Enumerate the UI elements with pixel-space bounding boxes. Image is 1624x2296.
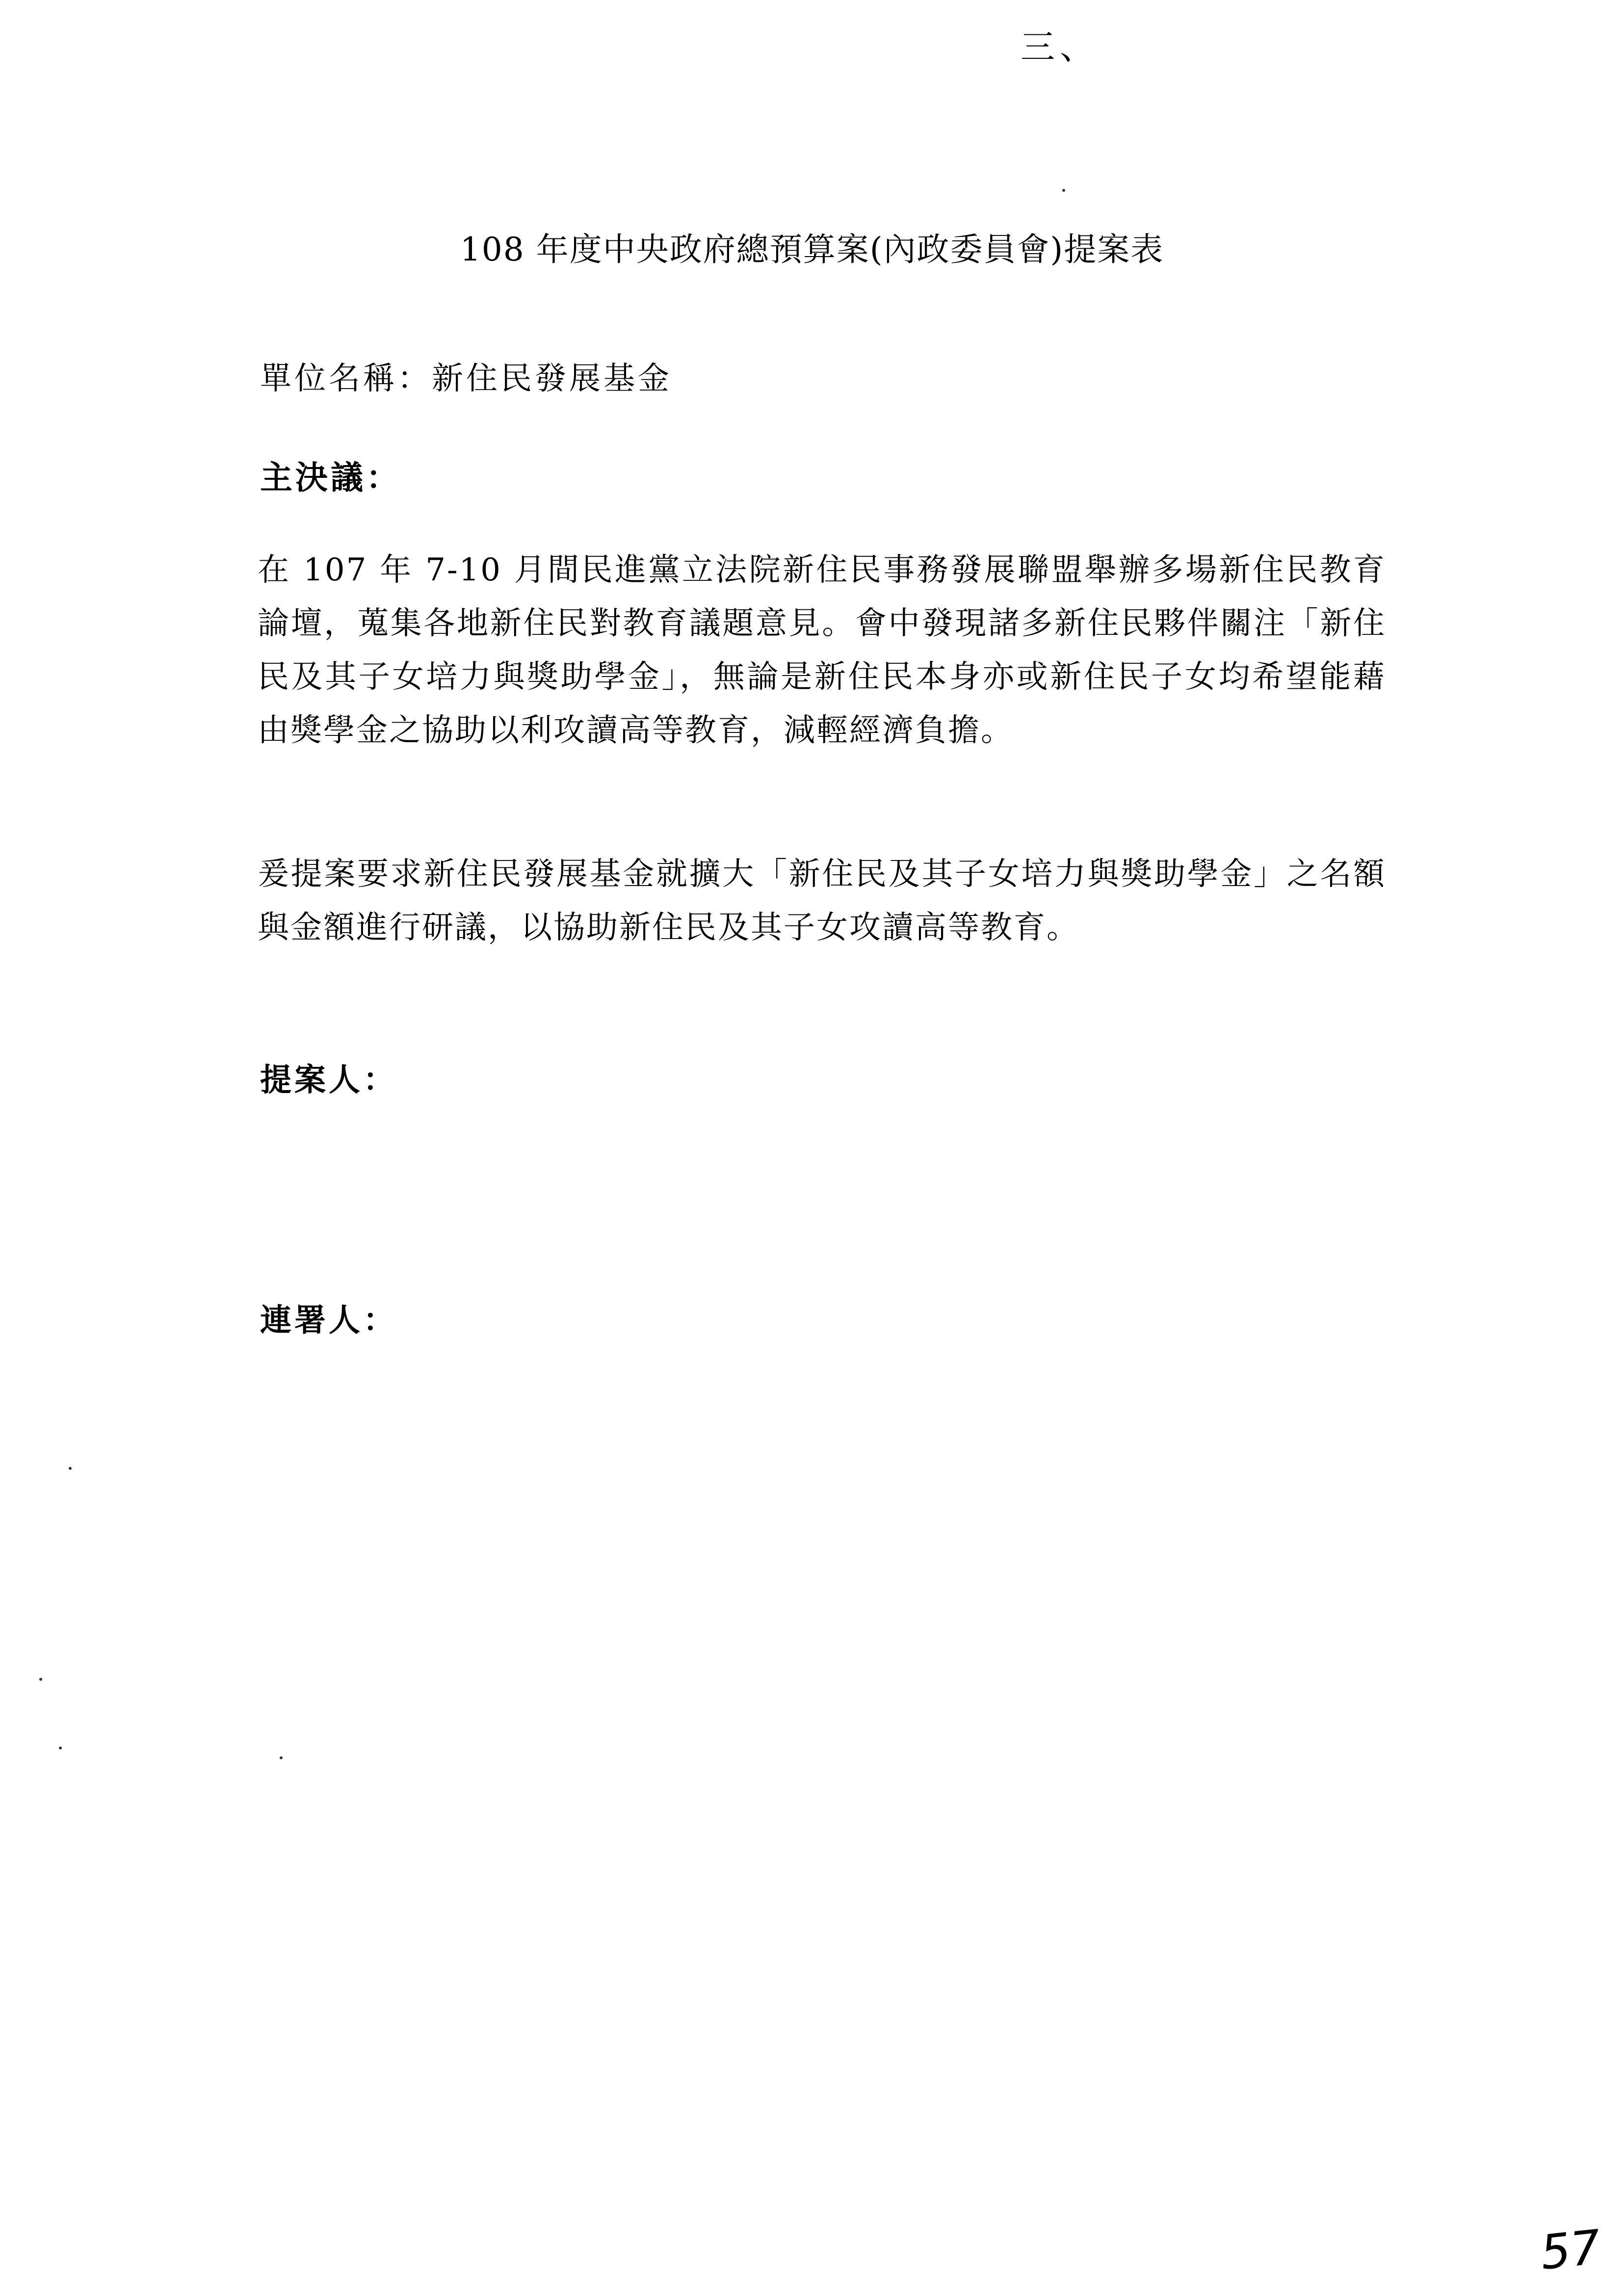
unit-label: 單位名稱： — [260, 361, 432, 397]
scan-speck — [280, 1756, 283, 1759]
proposer-signatures — [373, 1035, 1305, 1163]
scan-speck — [39, 1678, 42, 1681]
paragraph-request: 爰提案要求新住民發展基金就擴大「新住民及其子女培力與獎助學金」之名額與金額進行研議，以協助新住民及其子女攻讀高等教育。 — [258, 856, 1386, 946]
signature-cosigner-1 — [373, 1261, 716, 1487]
proposer-label: 提案人： — [260, 1062, 397, 1098]
handwritten-page-number — [824, 2110, 981, 2227]
document-title: 108 年度中央政府總預算案(內政委員會)提案表 — [460, 231, 1164, 268]
sheet-number: 57 — [1538, 2219, 1603, 2281]
unit-line — [260, 353, 672, 398]
paragraph-background: 在 107 年 7-10 月間民進黨立法院新住民事務發展聯盟舉辦多場新住民教育論壇，蒐集各地新住民對教育議題意見。會中發現諸多新住民夥伴關注「新住民及其子女培力與獎助學金」，無論是新住民本身亦或新住民子女均希望能藉由獎學金之協助以利攻讀高等教育，減輕經濟負擔。 — [258, 552, 1386, 749]
unit-name: 新住民發展基金 — [432, 361, 672, 397]
scan-speck — [69, 1467, 72, 1470]
item-number: 三、 — [1021, 27, 1099, 67]
scan-speck — [59, 1747, 62, 1749]
resolution-heading: 主決議： — [260, 458, 401, 496]
scan-speck — [1062, 189, 1065, 192]
cosigner-label: 連署人： — [260, 1302, 397, 1339]
